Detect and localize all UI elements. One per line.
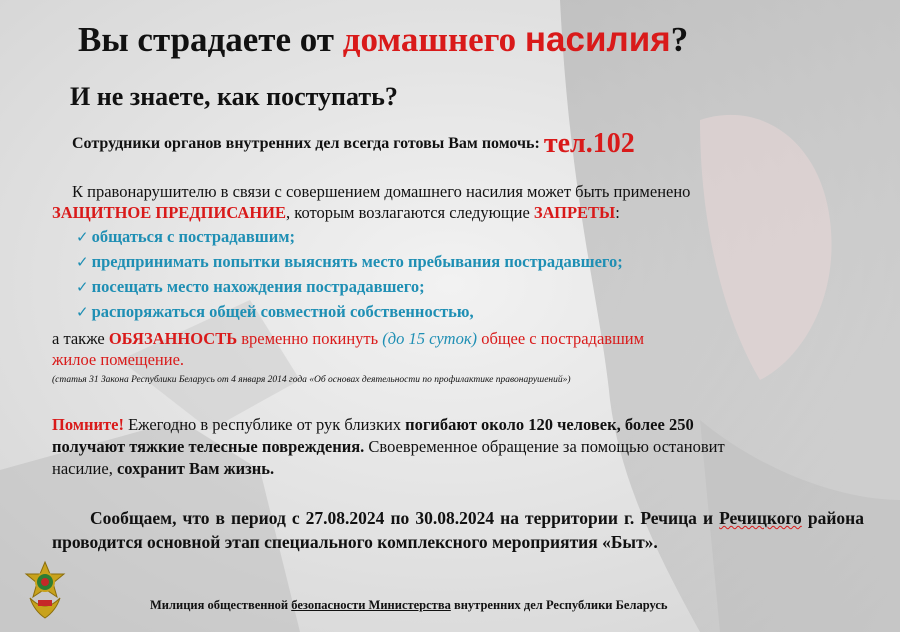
announcement-text-2: района проводится основной этап специального комплексного xyxy=(52,508,864,552)
ban-text: посещать место нахождения пострадавшего; xyxy=(91,277,425,296)
title-question-mark: ? xyxy=(670,20,689,59)
obligation-text: временно покинуть xyxy=(237,329,383,348)
intro-mid: , которым возлагаются следующие xyxy=(286,203,534,222)
reminder-bold: сохранит Вам жизнь. xyxy=(116,459,275,478)
legal-reference: (статья 31 Закона Республики Беларусь от 4 января 2014 года «Об основах деятельности по профилактике правонарушений») xyxy=(52,375,571,385)
obligation-text-2: общее с пострадавшим xyxy=(477,329,645,348)
ban-item xyxy=(76,227,295,247)
subtitle: И не знаете, как поступать? xyxy=(70,82,398,111)
check-icon: ✓ xyxy=(76,228,89,246)
reminder-text: Своевременное обращение за помощью остановит xyxy=(364,437,725,456)
footer-text: Милиция общественной xyxy=(150,598,292,612)
reminder-lead: Помните! xyxy=(52,415,124,434)
reminder-line-2 xyxy=(52,437,725,457)
phone-number: тел.102 xyxy=(543,128,635,159)
footer-text-2: внутренних дел Республики Беларусь xyxy=(450,598,668,612)
ban-item xyxy=(76,277,425,297)
title-highlight-bold: насилия xyxy=(524,20,671,59)
obligation-line-2: жилое помещение. xyxy=(52,350,185,369)
obligation-term: (до 15 суток) xyxy=(382,329,478,348)
obligation-prefix: а также xyxy=(52,329,109,348)
intro-colon: : xyxy=(615,203,620,222)
page-title xyxy=(78,20,688,60)
ban-text: общаться с пострадавшим; xyxy=(91,227,295,246)
ban-item xyxy=(76,302,474,322)
obligation-label: ОБЯЗАННОСТЬ xyxy=(108,329,238,348)
title-highlight: домашнего xyxy=(342,20,525,59)
contact-text: Сотрудники органов внутренних дел всегда готовы Вам помочь: xyxy=(72,135,544,152)
reminder-bold: погибают около 120 человек, более 250 xyxy=(405,415,694,434)
check-icon: ✓ xyxy=(76,253,89,271)
intro-line-1: К правонарушителю в связи с совершением домашнего насилия может быть применено xyxy=(72,182,691,201)
reminder-text: насилие, xyxy=(52,459,117,478)
announcement xyxy=(52,506,864,554)
bans-label: ЗАПРЕТЫ xyxy=(533,203,616,222)
check-icon: ✓ xyxy=(76,278,89,296)
ban-text: распоряжаться общей совместной собственностью, xyxy=(91,302,474,321)
reminder-bold: получают тяжкие телесные повреждения. xyxy=(52,437,365,456)
footer-underlined: безопасности Министерства xyxy=(291,598,451,612)
footer xyxy=(150,598,668,613)
announcement-district: Речицкого xyxy=(719,508,802,528)
contact-line xyxy=(72,128,635,160)
title-part: Вы страдаете от xyxy=(78,20,343,59)
announcement-event: мероприятия «Быт». xyxy=(492,532,658,552)
obligation-line-1 xyxy=(52,329,644,349)
check-icon: ✓ xyxy=(76,303,89,321)
ban-text: предпринимать попытки выяснять место пребывания пострадавшего; xyxy=(91,252,623,271)
reminder-line-1 xyxy=(52,415,694,435)
police-emblem-icon xyxy=(22,560,68,620)
protective-order-label: ЗАЩИТНОЕ ПРЕДПИСАНИЕ xyxy=(52,203,287,222)
ban-item xyxy=(76,252,623,272)
reminder-line-3 xyxy=(52,459,274,479)
intro-line-2 xyxy=(52,202,620,223)
reminder-text: Ежегодно в республике от рук близких xyxy=(123,415,406,434)
announcement-text: Сообщаем, что в период с 27.08.2024 по 30.08.2024 на территории г. Речица и xyxy=(90,508,720,528)
